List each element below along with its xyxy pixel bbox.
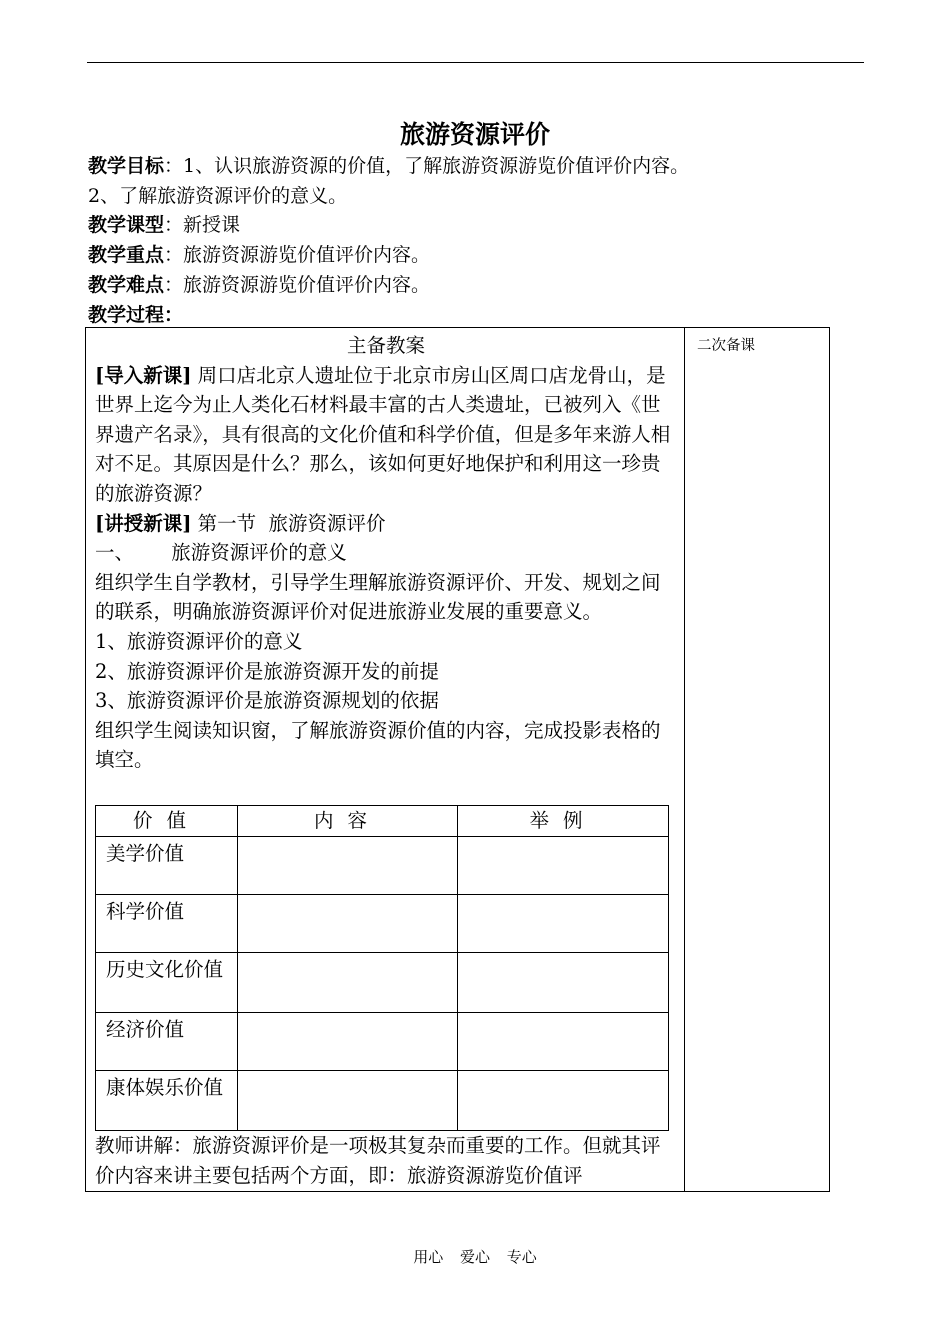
difficulty-line	[88, 271, 868, 301]
page-footer: 用心 爱心 专心	[413, 1248, 537, 1266]
intro-tag: [导入新课]	[95, 363, 192, 387]
goal-line-2: 2、了解旅游资源评价的意义。	[88, 184, 348, 207]
type-value: ：新授课	[164, 214, 241, 237]
goal-line-1	[88, 152, 868, 182]
teacher-explanation: 教师讲解：旅游资源评价是一项极其复杂而重要的工作。但就其评价内容来讲主要包括两个方面，即：旅游资源游览价值评	[95, 1134, 661, 1187]
column-header: 价值	[96, 806, 238, 837]
type-line	[88, 211, 868, 241]
list-item: 1、旅游资源评价的意义	[95, 629, 303, 653]
main-prep-header: 主备教案	[346, 334, 425, 357]
column-header: 内容	[238, 806, 458, 837]
lecture-tag: [讲授新课]	[95, 511, 192, 535]
content-cell	[238, 895, 458, 953]
table-row	[96, 953, 669, 1013]
closing-block	[95, 1131, 677, 1190]
header-rule	[87, 62, 864, 63]
main-lesson-column	[95, 331, 677, 775]
row-label: 科学价值	[96, 895, 238, 953]
goal-text-1: ：1、认识旅游资源的价值，了解旅游资源游览价值评价内容。	[164, 155, 690, 177]
key-value: ：旅游资源游览价值评价内容。	[164, 244, 431, 267]
column-divider	[684, 327, 685, 1192]
key-line	[88, 241, 868, 271]
row-label: 美学价值	[96, 837, 238, 895]
page-title: 旅游资源评价	[399, 120, 550, 149]
reading-paragraph: 组织学生阅读知识窗，了解旅游资源价值的内容，完成投影表格的填空。	[95, 718, 661, 772]
list-item: 2、旅游资源评价是旅游资源开发的前提	[95, 659, 439, 683]
row-label: 历史文化价值	[96, 953, 238, 1013]
content-cell	[238, 1071, 458, 1131]
process-label: 教学过程：	[88, 303, 184, 326]
lecture-line	[95, 509, 677, 539]
lecture-text: 第一节 旅游资源评价	[197, 511, 386, 535]
example-cell	[458, 953, 669, 1013]
intro-paragraph	[95, 361, 677, 509]
intro-text: 周口店北京人遗址位于北京市房山区周口店龙骨山，是世界上迄今为止人类化石材料最丰富的古人类遗址，已被列入《世界遗产名录》，具有很高的文化价值和科学价值，但是多年来游人相对不足。其原因是什么？那么，该如何更好地保护和利用这一珍贵的旅游资源？	[95, 363, 671, 505]
table-row	[96, 1013, 669, 1071]
example-cell	[458, 1013, 669, 1071]
section-heading: 一、 旅游资源评价的意义	[95, 541, 347, 565]
key-label: 教学重点	[88, 244, 165, 267]
table-row	[96, 895, 669, 953]
row-label: 康体娱乐价值	[96, 1071, 238, 1131]
example-cell	[458, 837, 669, 895]
type-label: 教学课型	[88, 214, 165, 237]
row-label: 经济价值	[96, 1013, 238, 1071]
content-cell	[238, 953, 458, 1013]
content-cell	[238, 1013, 458, 1071]
self-study-paragraph: 组织学生自学教材，引导学生理解旅游资源评价、开发、规划之间的联系，明确旅游资源评价对促进旅游业发展的重要意义。	[95, 570, 661, 624]
value-table	[95, 805, 669, 1131]
lesson-meta	[88, 152, 868, 330]
process-line	[88, 301, 868, 331]
table-row	[96, 1071, 669, 1131]
table-row	[96, 837, 669, 895]
secondary-prep-header: 二次备课	[697, 338, 755, 354]
example-cell	[458, 895, 669, 953]
column-header: 举例	[458, 806, 669, 837]
table-header-row	[96, 806, 669, 837]
example-cell	[458, 1071, 669, 1131]
difficulty-value: ：旅游资源游览价值评价内容。	[164, 273, 431, 296]
content-cell	[238, 837, 458, 895]
list-item: 3、旅游资源评价是旅游资源规划的依据	[95, 689, 439, 713]
difficulty-label: 教学难点	[88, 273, 165, 296]
goal-label: 教学目标	[88, 155, 165, 177]
